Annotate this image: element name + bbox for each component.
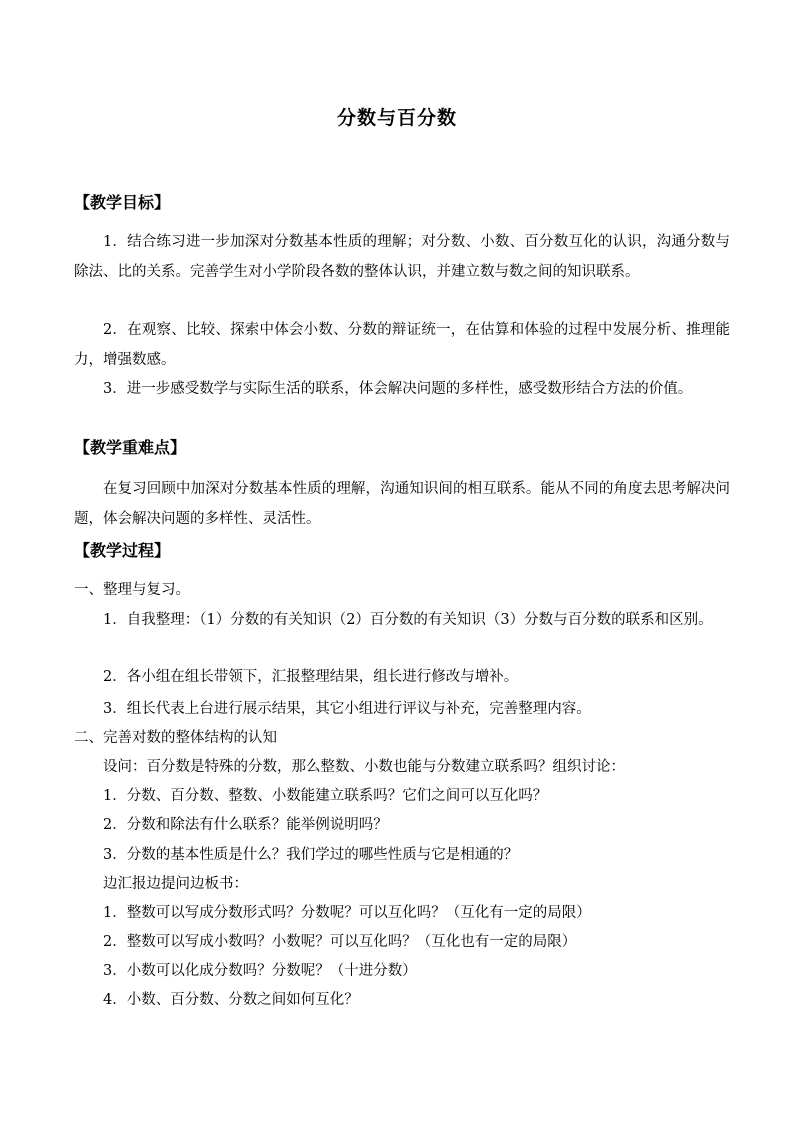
key-points-text: 在复习回顾中加深对分数基本性质的理解，沟通知识间的相互联系。能从不同的角度去思考解决问题，体会解决问题的多样性、灵活性。 [74, 481, 730, 527]
part2-question-intro: 设问：百分数是特殊的分数，那么整数、小数也能与分数建立联系吗？组织讨论： [103, 759, 625, 775]
document-title: 分数与百分数 [336, 107, 457, 129]
part1-item-3: 3．组长代表上台进行展示结果，其它小组进行评议与补充，完善整理内容。 [103, 701, 591, 717]
part1-item-1: 1．自我整理：（1）分数的有关知识（2）百分数的有关知识（3）分数与百分数的联系和区别。 [103, 612, 713, 628]
key-points-heading: 【教学重难点】 [74, 438, 187, 457]
goals-heading: 【教学目标】 [74, 193, 171, 212]
part2-board-item-4: 4．小数、百分数、分数之间如何互化？ [103, 992, 359, 1008]
goal-item-3: 3．进一步感受数学与实际生活的联系，体会解决问题的多样性，感受数形结合方法的价值。 [103, 381, 693, 397]
part1-item-2: 2．各小组在组长带领下，汇报整理结果，组长进行修改与增补。 [103, 669, 519, 685]
goal-item-2: 2．在观察、比较、探索中体会小数、分数的辩证统一，在估算和体验的过程中发展分析、推理能力，增强数感。 [74, 322, 730, 368]
part2-board-item-2: 2．整数可以写成小数吗？小数呢？可以互化吗？（互化也有一定的局限） [103, 934, 577, 950]
part2-title: 二、完善对数的整体结构的认知 [74, 730, 277, 746]
part2-board-intro: 边汇报边提问边板书： [103, 876, 248, 892]
process-heading: 【教学过程】 [74, 541, 171, 560]
part2-board-item-1: 1．整数可以写成分数形式吗？分数呢？可以互化吗？（互化有一定的局限） [103, 905, 591, 921]
part2-board-item-3: 3．小数可以化成分数吗？分数呢？（十进分数） [103, 963, 417, 979]
part2-question-2: 2．分数和除法有什么联系？能举例说明吗？ [103, 817, 388, 833]
part1-title: 一、整理与复习。 [74, 582, 190, 598]
goal-item-1: 1．结合练习进一步加深对分数基本性质的理解；对分数、小数、百分数互化的认识，沟通分数与除法、比的关系。完善学生对小学阶段各数的整体认识，并建立数与数之间的知识联系。 [74, 234, 730, 280]
part2-question-3: 3．分数的基本性质是什么？我们学过的哪些性质与它是相通的？ [103, 847, 519, 863]
part2-question-1: 1．分数、百分数、整数、小数能建立联系吗？它们之间可以互化吗？ [103, 788, 548, 804]
